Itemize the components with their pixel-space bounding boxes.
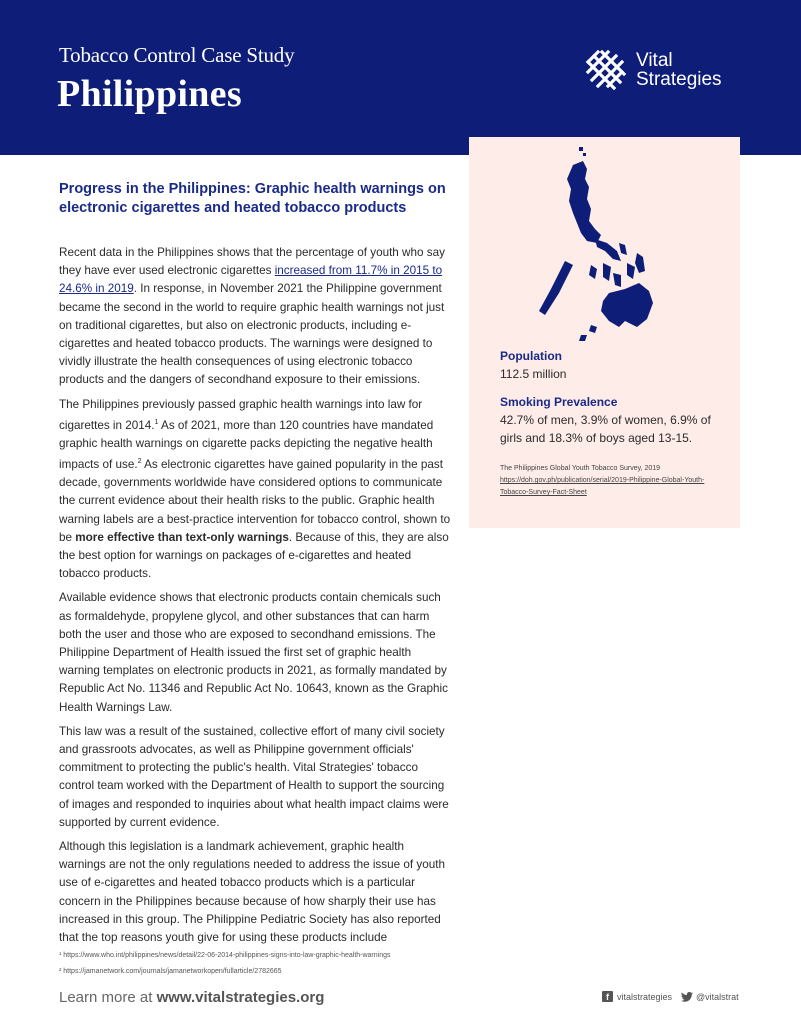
article-headline: Progress in the Philippines: Graphic health warnings on electronic cigarettes and heated tobacco products xyxy=(59,181,446,216)
p2-text-b: As of 2021, more than 120 countries have mandated graphic health warnings on cigarette packs depicting the negative health impacts of use. xyxy=(59,418,434,472)
population-label: Population xyxy=(500,349,562,363)
facebook-handle[interactable]: vitalstrategies xyxy=(617,991,673,1002)
lattice-logo-icon xyxy=(584,48,628,92)
source-title: The Philippines Global Youth Tobacco Survey, 2019 xyxy=(500,465,661,472)
vital-strategies-logo[interactable] xyxy=(584,48,744,94)
paragraph-4: This law was a result of the sustained, collective effort of many civil society and grassroots advocates, as well as Philippine government officials' commitment to protecting the public's health. Vital Strategies' tobacco control team worked with the Department of Health to support the sourcing of images and responded to inquiries about what health impact claims were supported by current evidence. xyxy=(59,724,449,829)
twitter-icon[interactable] xyxy=(681,992,693,1002)
logo-line-2: Strategies xyxy=(636,69,722,90)
p1-text-pre: Recent data in the Philippines shows that the percentage of youth who say they have ever used electronic cigarettes xyxy=(59,246,445,278)
youth-ecig-data-link[interactable]: increased from 11.7% in 2015 to 24.6% in 2019 xyxy=(59,264,443,296)
logo-wordmark xyxy=(636,51,722,89)
p2-text-d: . Because of this, they are also the best option for warnings on packages of e-cigarettes and heated tobacco products. xyxy=(59,530,449,581)
website-link[interactable]: www.vitalstrategies.org xyxy=(156,989,325,1006)
p2-text-a: The Philippines previously passed graphic health warnings into law for cigarettes in 2014. xyxy=(59,397,423,432)
smoking-prevalence-value: 42.7% of men, 3.9% of women, 6.9% of girls and 18.3% of boys aged 13-15. xyxy=(500,413,711,445)
header-banner xyxy=(0,0,801,155)
footnote-1[interactable]: ¹ https://www.who.int/philippines/news/detail/22-06-2014-philippines-signs-into-law-graphic-health-warnings xyxy=(59,952,391,959)
footnote-ref-2: 2 xyxy=(137,458,142,466)
paragraph-3: Available evidence shows that electronic products contain chemicals such as formaldehyde, propylene glycol, and other substances that can harm both the user and those who are exposed to secondhand emissions. The Philippine Department of Health issued the first set of graphic health warning templates on electronic products in 2021, as formally mandated by Republic Act No. 11346 and Republic Act No. 10643, known as the Graphic Health Warnings Law. xyxy=(59,591,448,714)
smoking-prevalence-label: Smoking Prevalence xyxy=(500,395,618,409)
page-title: Philippines xyxy=(57,73,242,115)
philippines-map-icon xyxy=(525,143,665,353)
logo-line-1: Vital xyxy=(636,50,673,71)
footnotes xyxy=(59,948,479,980)
footer-social xyxy=(602,991,739,1002)
facebook-icon[interactable]: f xyxy=(602,991,613,1002)
fact-sidebar xyxy=(469,137,740,528)
article-body xyxy=(59,244,451,953)
p2-text-c: As electronic cigarettes have gained popularity in the past decade, governments worldwide have considered options to communicate the current evidence about their health risks to the public. Graphic health warning labels are a best-practice intervention for tobacco control, shown to be xyxy=(59,458,451,544)
footnote-ref-1: 1 xyxy=(154,418,159,426)
footer-learn-more xyxy=(59,989,324,1006)
p2-bold-text: more effective than text-only warnings xyxy=(75,530,289,544)
paragraph-2 xyxy=(59,396,451,584)
case-study-kicker: Tobacco Control Case Study xyxy=(59,43,295,67)
source-link[interactable]: https://doh.gov.ph/publication/serial/2019-Philippine-Global-Youth-Tobacco-Survey-Fact-Sheet xyxy=(500,477,705,496)
paragraph-5: Although this legislation is a landmark achievement, graphic health warnings are not the only regulations needed to address the issue of youth use of e-cigarettes and heated tobacco products which is a particular concern in the Philippines because because of how sharply their use has increased in this group. The Philippine Pediatric Society has also reported that the top reasons youth give for using these products include xyxy=(59,840,445,945)
learn-more-prefix: Learn more at xyxy=(59,989,157,1006)
paragraph-1 xyxy=(59,244,451,390)
twitter-handle[interactable]: @vitalstrat xyxy=(696,991,739,1002)
footnote-2[interactable]: ² https://jamanetwork.com/journals/jamanetworkopen/fullarticle/2782665 xyxy=(59,968,282,975)
population-value: 112.5 million xyxy=(500,367,567,381)
p1-text-post: . In response, in November 2021 the Philippine government became the second in the world to require graphic health warnings not just on traditional cigarettes, but also on electronic products, including e-cigarettes and heated tobacco products. The warnings were designed to vividly illustrate the health consequences of using electronic tobacco products and the dangers of secondhand exposure to their emissions. xyxy=(59,282,445,387)
